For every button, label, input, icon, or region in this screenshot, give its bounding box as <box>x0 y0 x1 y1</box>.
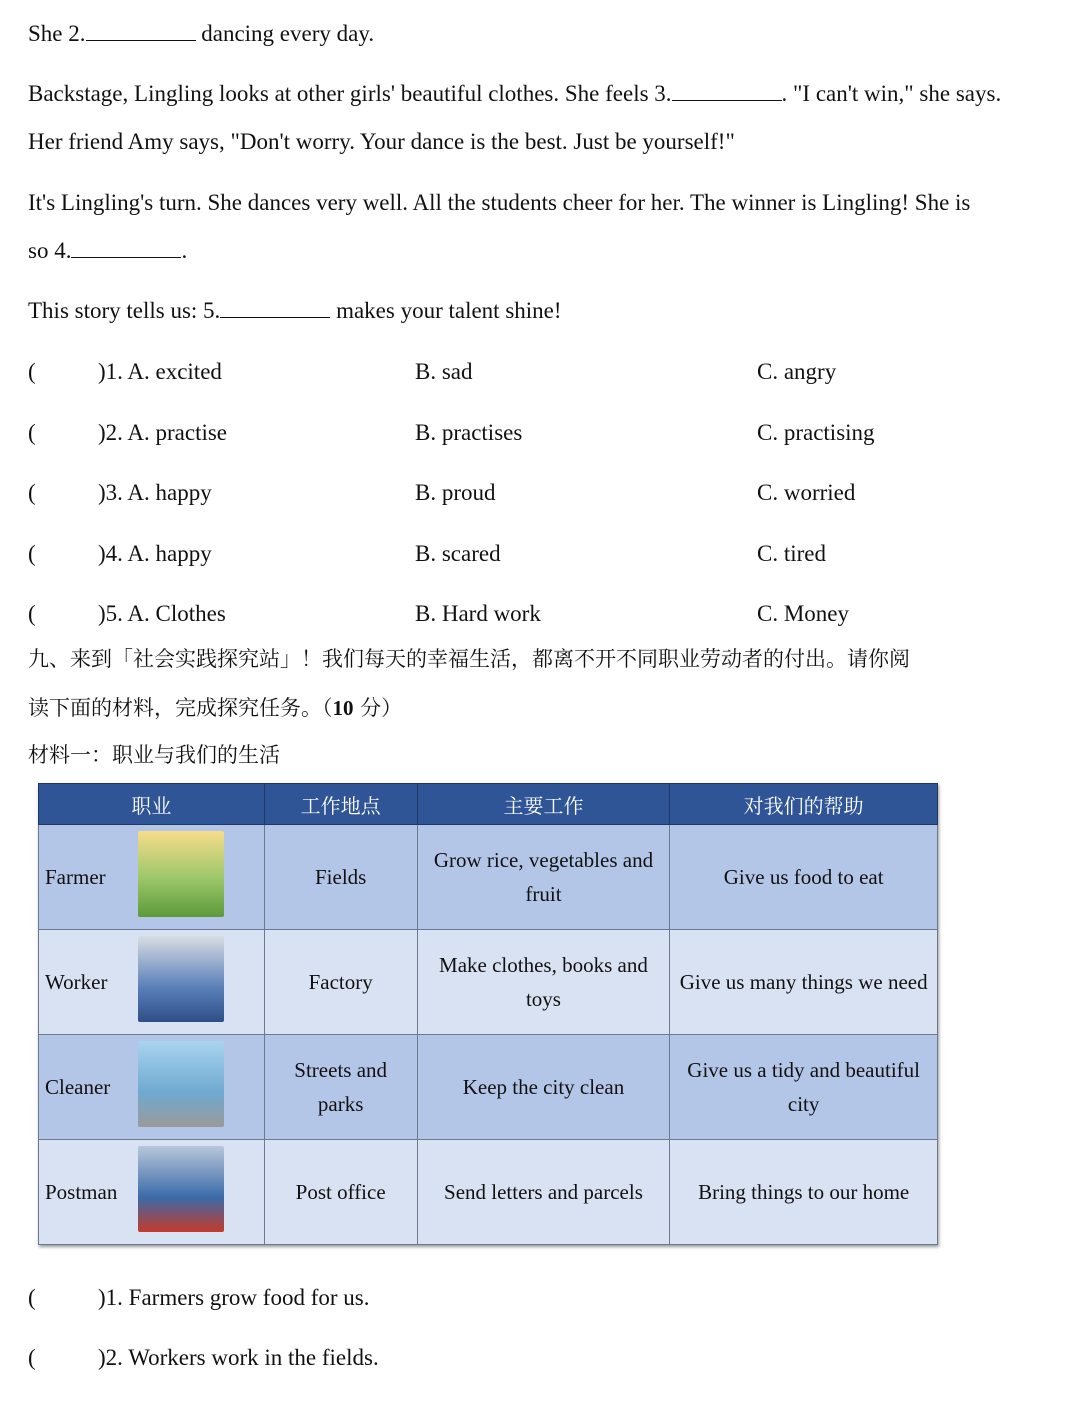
option-a: )5. A. Clothes <box>98 601 226 626</box>
answer-paren[interactable]: ( <box>28 480 36 505</box>
option-b: B. sad <box>415 359 473 384</box>
story-line <box>28 299 562 322</box>
job-name: Postman <box>45 1180 118 1204</box>
option-a: )2. A. practise <box>98 419 228 445</box>
job-illustration <box>138 1146 224 1232</box>
header-work: 主要工作 <box>417 784 670 825</box>
answer-blank-4[interactable] <box>71 239 181 258</box>
place-cell: Post office <box>264 1140 417 1245</box>
section-9-intro: 九、来到「社会实践探究站」！我们每天的幸福生活，都离不开不同职业劳动者的付出。请你阅 <box>28 647 910 671</box>
text: )2. Workers work in the fields. <box>98 1345 379 1370</box>
job-cell <box>39 1035 265 1140</box>
text: She 2. <box>28 21 86 46</box>
job-name: Farmer <box>45 865 106 889</box>
table-row <box>39 930 938 1035</box>
table-row <box>39 1140 938 1245</box>
option-b: B. Hard work <box>415 601 541 626</box>
place-cell: Fields <box>264 825 417 930</box>
table-row <box>39 825 938 930</box>
option-b: B. scared <box>415 540 501 566</box>
score: 10 <box>332 696 354 720</box>
work-cell: Send letters and parcels <box>417 1140 670 1245</box>
option-c: C. worried <box>757 480 856 505</box>
place-cell: Streets and parks <box>264 1035 417 1140</box>
section-9-intro <box>28 698 402 719</box>
header-job: 职业 <box>39 784 265 825</box>
option-b: B. practises <box>415 419 523 445</box>
job-cell <box>39 930 265 1035</box>
help-cell: Bring things to our home <box>670 1140 938 1245</box>
work-cell: Make clothes, books and toys <box>417 930 670 1035</box>
option-c: C. practising <box>757 419 875 445</box>
text: dancing every day. <box>195 21 375 46</box>
material-title: 材料一：职业与我们的生活 <box>28 743 280 767</box>
text: so 4. <box>28 238 72 263</box>
text: Backstage, Lingling looks at other girls' beautiful clothes. She feels 3. <box>28 81 672 106</box>
answer-blank-2[interactable] <box>86 22 196 41</box>
work-cell: Keep the city clean <box>417 1035 670 1140</box>
answer-paren[interactable]: ( <box>28 540 36 566</box>
header-place: 工作地点 <box>264 784 417 825</box>
job-illustration <box>138 936 224 1022</box>
paren: ( <box>28 1345 36 1370</box>
option-b: B. proud <box>415 480 496 505</box>
help-cell: Give us a tidy and beautiful city <box>670 1035 938 1140</box>
option-a: )1. A. excited <box>98 359 222 384</box>
text: 读下面的材料，完成探究任务。（ <box>28 696 333 720</box>
tf-question <box>28 1285 370 1310</box>
answer-paren[interactable]: ( <box>28 601 36 626</box>
job-cell <box>39 825 265 930</box>
help-cell: Give us many things we need <box>670 930 938 1035</box>
answer-paren[interactable]: ( <box>28 419 36 445</box>
text: makes your talent shine! <box>330 298 562 323</box>
option-a: )4. A. happy <box>98 540 212 566</box>
jobs-table <box>38 783 938 1245</box>
paren: ( <box>28 1285 36 1310</box>
place-cell: Factory <box>264 930 417 1035</box>
job-name: Cleaner <box>45 1075 111 1099</box>
job-illustration <box>138 1041 224 1127</box>
work-cell: Grow rice, vegetables and fruit <box>417 825 670 930</box>
text: . "I can't win," she says. <box>781 81 1002 106</box>
story-line <box>28 239 187 262</box>
story-line: Her friend Amy says, "Don't worry. Your dance is the best. Just be yourself!" <box>28 129 735 154</box>
text: This story tells us: 5. <box>28 298 221 323</box>
job-illustration <box>138 831 224 917</box>
job-cell <box>39 1140 265 1245</box>
tf-question <box>28 1345 379 1370</box>
help-cell: Give us food to eat <box>670 825 938 930</box>
answer-paren[interactable]: ( <box>28 359 36 384</box>
table-row <box>39 1035 938 1140</box>
option-c: C. angry <box>757 359 837 384</box>
option-a: )3. A. happy <box>98 480 212 505</box>
job-name: Worker <box>45 970 108 994</box>
story-line <box>28 22 374 45</box>
answer-blank-5[interactable] <box>220 299 330 318</box>
text: . <box>181 238 188 263</box>
story-line: It's Lingling's turn. She dances very well. All the students cheer for her. The winner is Lingling! She is <box>28 190 971 215</box>
option-c: C. Money <box>757 601 849 626</box>
answer-blank-3[interactable] <box>672 82 782 101</box>
story-line <box>28 82 1001 105</box>
text: )1. Farmers grow food for us. <box>98 1285 370 1310</box>
option-c: C. tired <box>757 540 826 566</box>
text: 分） <box>353 696 403 720</box>
header-help: 对我们的帮助 <box>670 784 938 825</box>
